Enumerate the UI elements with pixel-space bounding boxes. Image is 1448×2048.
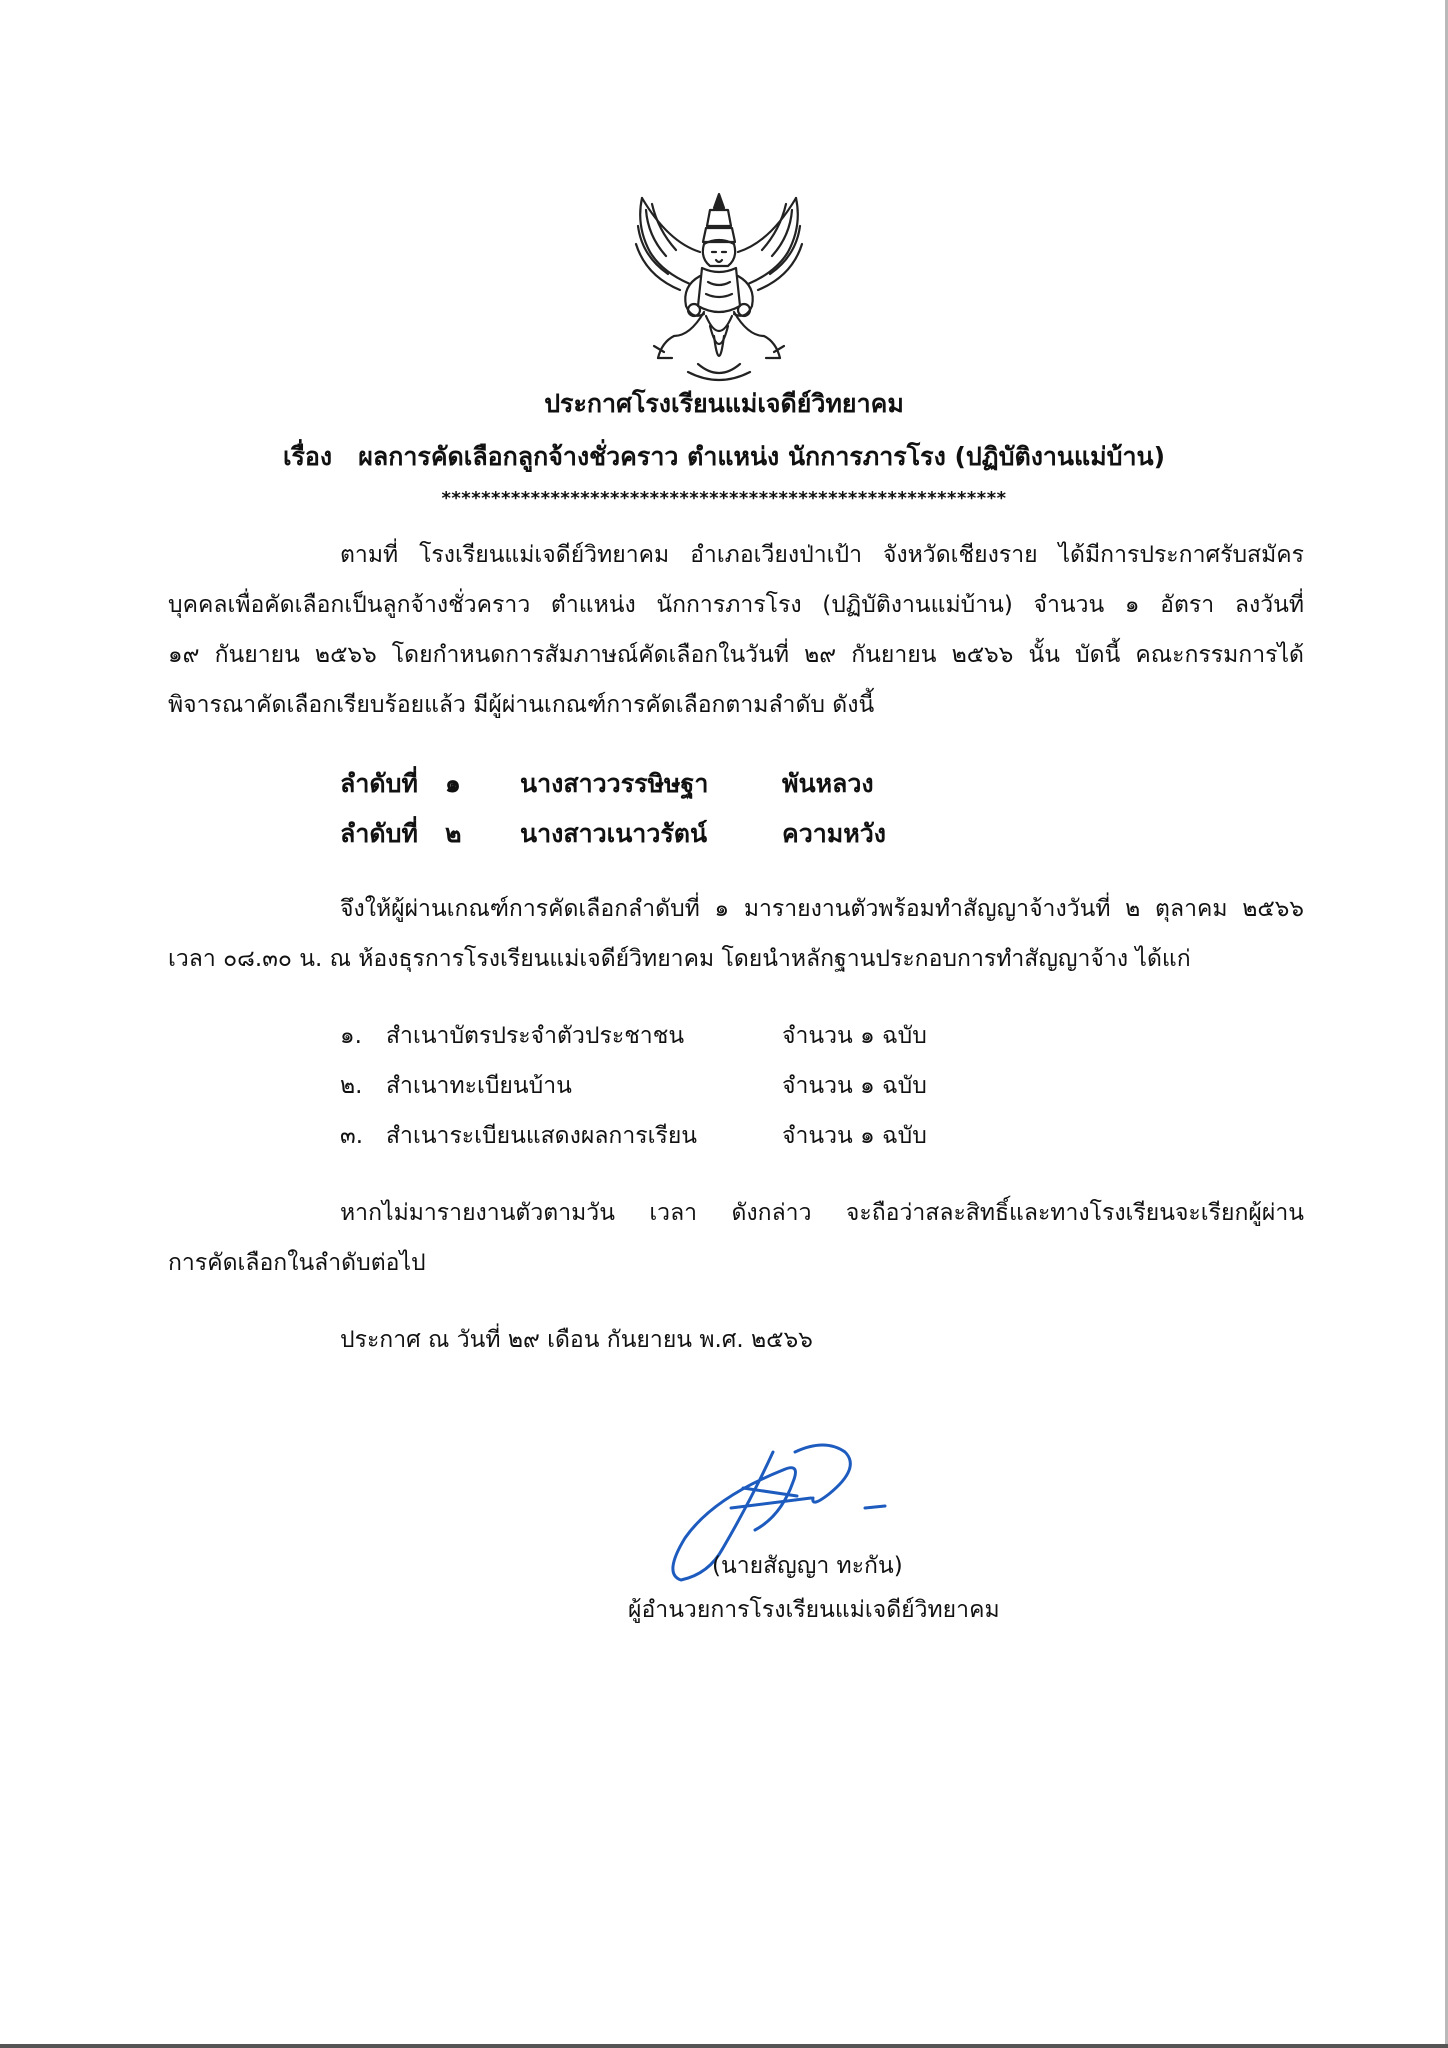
subject-text: ผลการคัดเลือกลูกจ้างชั่วคราว ตำแหน่ง นักการภารโรง (ปฏิบัติงานแม่บ้าน) <box>358 442 1166 471</box>
notice-line-1: หากไม่มารายงานตัวตามวัน เวลา ดังกล่าว จะถือว่าสละสิทธิ์และทางโรงเรียนจะเรียกผู้ผ่าน <box>340 1200 1304 1226</box>
intro-line-4: พิจารณาคัดเลือกเรียบร้อยแล้ว มีผู้ผ่านเกณฑ์การคัดเลือกตามลำดับ ดังนี้ <box>168 692 875 718</box>
garuda-emblem-icon <box>628 186 810 386</box>
intro-line-3: ๑๙ กันยายน ๒๕๖๖ โดยกำหนดการสัมภาษณ์คัดเลือกในวันที่ ๒๙ กันยายน ๒๕๖๖ นั้น บัดนี้ คณะกรรมการได้ <box>168 642 1304 668</box>
signer-name: (นายสัญญา ทะกัน) <box>712 1553 903 1579</box>
report-line-1: จึงให้ผู้ผ่านเกณฑ์การคัดเลือกลำดับที่ ๑ มารายงานตัวพร้อมทำสัญญาจ้างวันที่ ๒ ตุลาคม ๒๕๖๖ <box>340 896 1304 922</box>
announce-date: ประกาศ ณ วันที่ ๒๙ เดือน กันยายน พ.ศ. ๒๕๖๖ <box>340 1327 813 1353</box>
intro-line-2: บุคคลเพื่อคัดเลือกเป็นลูกจ้างชั่วคราว ตำแหน่ง นักการภารโรง (ปฏิบัติงานแม่บ้าน) จำนวน ๑ อัตรา ลงวันที่ <box>168 592 1304 618</box>
document-quantity: จำนวน ๑ ฉบับ <box>782 1023 927 1049</box>
report-line-2: เวลา ๐๘.๓๐ น. ณ ห้องธุรการโรงเรียนแม่เจดีย์วิทยาคม โดยนำหลักฐานประกอบการทำสัญญาจ้าง ได้แก่ <box>168 946 1191 972</box>
document-number: ๑. <box>340 1023 362 1049</box>
document-name: สำเนาระเบียนแสดงผลการเรียน <box>386 1123 698 1149</box>
ranking-label: ลำดับที่ <box>340 769 418 798</box>
ranking-first-name: นางสาววรรษิษฐา <box>520 769 709 798</box>
ranking-first-name: นางสาวเนาวรัตน์ <box>520 819 708 848</box>
announcement-title: ประกาศโรงเรียนแม่เจดีย์วิทยาคม <box>544 389 904 418</box>
ranking-last-name: พันหลวง <box>782 769 874 798</box>
document-quantity: จำนวน ๑ ฉบับ <box>782 1073 927 1099</box>
divider-stars: ********************************************************* <box>441 488 1007 509</box>
subject-label: เรื่อง <box>282 442 333 471</box>
document-number: ๓. <box>340 1123 364 1149</box>
ranking-label: ลำดับที่ <box>340 819 418 848</box>
scan-edge-bottom <box>0 2044 1448 2048</box>
document-quantity: จำนวน ๑ ฉบับ <box>782 1123 927 1149</box>
document-name: สำเนาทะเบียนบ้าน <box>386 1073 572 1099</box>
signer-position: ผู้อำนวยการโรงเรียนแม่เจดีย์วิทยาคม <box>628 1597 1000 1623</box>
document-name: สำเนาบัตรประจำตัวประชาชน <box>386 1023 685 1049</box>
ranking-last-name: ความหวัง <box>782 819 887 848</box>
ranking-number: ๑ <box>445 769 461 798</box>
notice-line-2: การคัดเลือกในลำดับต่อไป <box>168 1250 426 1276</box>
announcement-subject <box>0 437 1448 477</box>
intro-line-1: ตามที่ โรงเรียนแม่เจดีย์วิทยาคม อำเภอเวียงป่าเป้า จังหวัดเชียงราย ได้มีการประกาศรับสมัคร <box>340 542 1304 568</box>
ranking-number: ๒ <box>445 819 462 848</box>
document-number: ๒. <box>340 1073 363 1099</box>
